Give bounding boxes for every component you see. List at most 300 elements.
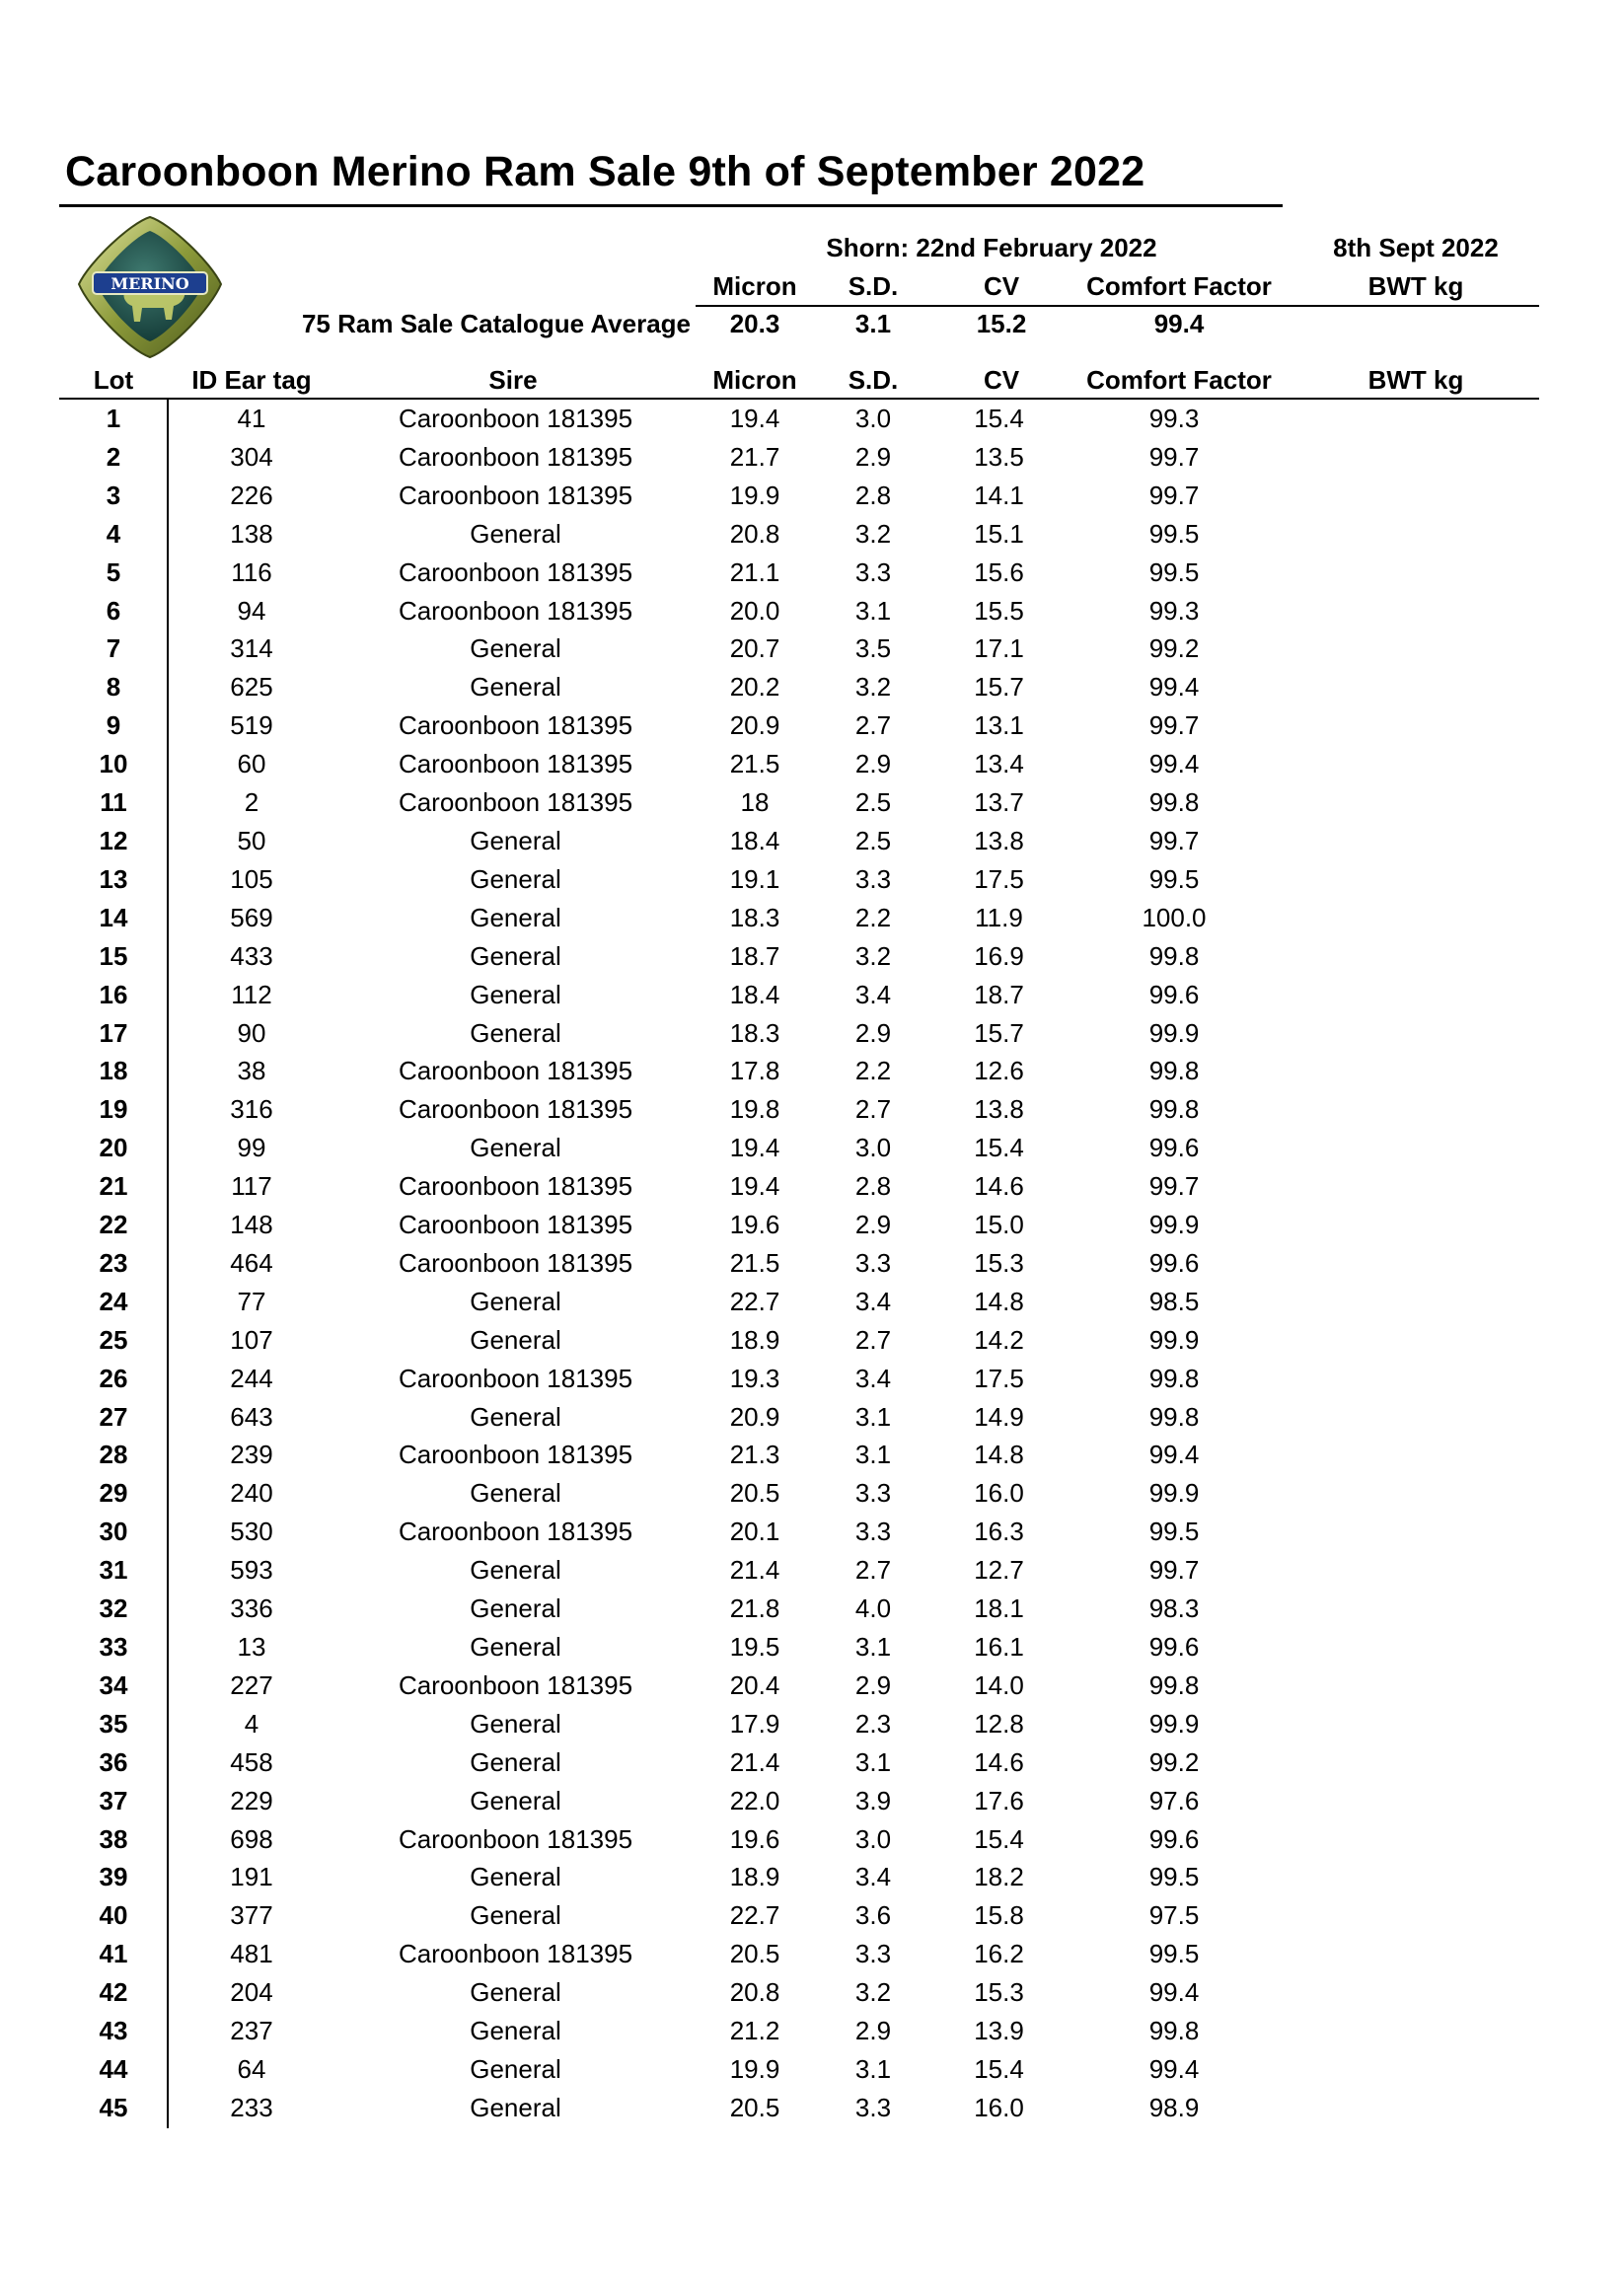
cell-comfort-factor: 99.6 <box>1148 1632 1200 1662</box>
cell-sire: Caroonboon 181395 <box>398 1440 633 1470</box>
cell-sd: 3.1 <box>854 1632 892 1662</box>
cell-ear-tag: 336 <box>230 1593 273 1624</box>
cell-micron: 20.5 <box>729 1939 780 1969</box>
cell-ear-tag: 233 <box>230 2092 273 2122</box>
table-row <box>59 1167 1283 1206</box>
cell-sd: 2.7 <box>854 1094 892 1125</box>
cell-micron: 21.8 <box>729 1593 780 1624</box>
cell-ear-tag: 60 <box>237 749 266 779</box>
cell-ear-tag: 229 <box>230 1785 273 1815</box>
table-row <box>59 1474 1283 1513</box>
cell-ear-tag: 13 <box>237 1632 266 1662</box>
cell-comfort-factor: 99.8 <box>1148 1056 1200 1086</box>
cell-sd: 2.2 <box>854 902 892 932</box>
table-row <box>59 1014 1283 1053</box>
title-underline <box>59 204 1283 207</box>
cell-cv: 15.8 <box>974 1900 1024 1931</box>
table-row <box>59 783 1283 822</box>
cell-lot: 14 <box>99 902 128 932</box>
merino-sheep-logo-icon <box>73 213 227 361</box>
cell-cv: 16.0 <box>974 2092 1024 2122</box>
cell-sd: 3.0 <box>854 1823 892 1854</box>
average-cv: 15.2 <box>976 309 1027 338</box>
cell-sire: General <box>470 1593 561 1624</box>
table-row <box>59 2012 1283 2050</box>
table-row <box>59 2089 1283 2127</box>
cell-micron: 19.1 <box>729 863 780 894</box>
cell-lot: 15 <box>99 940 128 971</box>
cell-ear-tag: 77 <box>237 1286 266 1316</box>
cell-comfort-factor: 99.6 <box>1148 1823 1200 1854</box>
cell-sire: General <box>470 1324 561 1355</box>
cell-sd: 2.8 <box>854 480 892 510</box>
cell-sire: General <box>470 2092 561 2122</box>
cell-comfort-factor: 99.9 <box>1148 1324 1200 1355</box>
cell-lot: 21 <box>99 1171 128 1202</box>
table-row <box>59 1244 1283 1283</box>
cell-comfort-factor: 99.8 <box>1148 1401 1200 1432</box>
logo-text: MERINO <box>111 274 189 293</box>
cell-sd: 2.7 <box>854 710 892 741</box>
cell-micron: 19.5 <box>729 1632 780 1662</box>
cell-micron: 18.4 <box>729 825 780 855</box>
cell-cv: 13.8 <box>974 1094 1024 1125</box>
cell-cv: 13.8 <box>974 825 1024 855</box>
cell-ear-tag: 377 <box>230 1900 273 1931</box>
cell-micron: 21.2 <box>729 2016 780 2046</box>
cell-sd: 2.9 <box>854 749 892 779</box>
cell-sd: 3.0 <box>854 404 892 433</box>
cell-lot: 10 <box>99 749 128 779</box>
cell-sire: General <box>470 1785 561 1815</box>
cell-cv: 13.9 <box>974 2016 1024 2046</box>
cell-sd: 3.2 <box>854 940 892 971</box>
cell-micron: 21.4 <box>729 1555 780 1586</box>
table-row <box>59 860 1283 899</box>
cell-cv: 15.3 <box>974 1977 1024 2008</box>
cell-sd: 3.2 <box>854 1977 892 2008</box>
cell-ear-tag: 41 <box>237 404 266 433</box>
cell-cv: 17.6 <box>974 1785 1024 1815</box>
cell-ear-tag: 530 <box>230 1517 273 1547</box>
cell-sd: 3.4 <box>854 1363 892 1393</box>
cell-lot: 5 <box>106 556 121 587</box>
cell-sire: Caroonboon 181395 <box>398 1056 633 1086</box>
table-row <box>59 1782 1283 1820</box>
cell-comfort-factor: 98.5 <box>1148 1286 1200 1316</box>
ram-table <box>59 400 1283 2127</box>
cell-sd: 3.3 <box>854 2092 892 2122</box>
cell-sd: 3.1 <box>854 595 892 626</box>
cell-micron: 20.0 <box>729 595 780 626</box>
cell-micron: 21.5 <box>729 1247 780 1278</box>
cell-cv: 14.0 <box>974 1669 1024 1700</box>
cell-comfort-factor: 99.2 <box>1148 1746 1200 1777</box>
cell-cv: 15.3 <box>974 1247 1024 1278</box>
cell-cv: 18.2 <box>974 1862 1024 1892</box>
cell-cv: 16.9 <box>974 940 1024 971</box>
cell-sd: 2.7 <box>854 1555 892 1586</box>
cell-comfort-factor: 99.9 <box>1148 1708 1200 1739</box>
cell-micron: 18.3 <box>729 902 780 932</box>
cell-lot: 35 <box>99 1708 128 1739</box>
cell-lot: 11 <box>100 787 127 818</box>
cell-micron: 21.3 <box>729 1440 780 1470</box>
cell-lot: 20 <box>99 1133 128 1163</box>
cell-lot: 7 <box>106 633 121 664</box>
cell-comfort-factor: 99.4 <box>1148 672 1200 703</box>
cell-comfort-factor: 99.8 <box>1148 1094 1200 1125</box>
cell-ear-tag: 643 <box>230 1401 273 1432</box>
cell-cv: 15.4 <box>974 1823 1024 1854</box>
cell-cv: 15.1 <box>974 518 1024 549</box>
cell-cv: 14.8 <box>974 1286 1024 1316</box>
cell-sire: General <box>470 940 561 971</box>
cell-ear-tag: 64 <box>237 2053 266 2084</box>
cell-comfort-factor: 99.7 <box>1148 710 1200 741</box>
cell-sd: 3.1 <box>854 1746 892 1777</box>
cell-micron: 17.9 <box>729 1708 780 1739</box>
cell-comfort-factor: 99.7 <box>1148 441 1200 472</box>
cell-sire: General <box>470 1862 561 1892</box>
table-row <box>59 1551 1283 1590</box>
cell-comfort-factor: 99.9 <box>1148 1210 1200 1240</box>
table-row <box>59 630 1283 668</box>
cell-lot: 39 <box>99 1862 128 1892</box>
table-row <box>59 477 1283 515</box>
cell-lot: 3 <box>106 480 121 510</box>
cell-micron: 19.9 <box>729 480 780 510</box>
cell-comfort-factor: 99.2 <box>1148 633 1200 664</box>
cell-ear-tag: 105 <box>230 863 273 894</box>
cell-lot: 8 <box>106 672 121 703</box>
cell-micron: 18.4 <box>729 979 780 1009</box>
cell-sd: 3.3 <box>854 863 892 894</box>
cell-sd: 2.5 <box>854 825 892 855</box>
cell-sire: Caroonboon 181395 <box>398 404 633 433</box>
cell-sd: 3.3 <box>854 1478 892 1509</box>
cell-sd: 2.7 <box>854 1324 892 1355</box>
cell-comfort-factor: 99.5 <box>1148 1939 1200 1969</box>
cell-lot: 12 <box>99 825 128 855</box>
cell-sire: Caroonboon 181395 <box>398 1363 633 1393</box>
table-row <box>59 1436 1283 1474</box>
cell-comfort-factor: 99.6 <box>1148 979 1200 1009</box>
cell-micron: 19.6 <box>729 1210 780 1240</box>
cell-lot: 18 <box>99 1056 128 1086</box>
cell-comfort-factor: 98.3 <box>1148 1593 1200 1624</box>
column-header-sd: S.D. <box>848 365 899 395</box>
bwt-date: 8th Sept 2022 <box>1333 233 1499 262</box>
cell-ear-tag: 99 <box>237 1133 266 1163</box>
table-row <box>59 1090 1283 1129</box>
cell-sire: General <box>470 633 561 664</box>
cell-sd: 2.9 <box>854 441 892 472</box>
cell-ear-tag: 433 <box>230 940 273 971</box>
cell-comfort-factor: 99.8 <box>1148 1669 1200 1700</box>
table-row <box>59 1321 1283 1360</box>
cell-ear-tag: 204 <box>230 1977 273 2008</box>
cell-comfort-factor: 99.7 <box>1148 825 1200 855</box>
cell-ear-tag: 237 <box>230 2016 273 2046</box>
table-row <box>59 1398 1283 1437</box>
cell-comfort-factor: 99.3 <box>1148 404 1200 433</box>
cell-cv: 15.0 <box>974 1210 1024 1240</box>
cell-micron: 22.7 <box>729 1900 780 1931</box>
table-row <box>59 937 1283 976</box>
cell-lot: 23 <box>99 1247 128 1278</box>
table-row <box>59 1820 1283 1859</box>
cell-cv: 16.1 <box>974 1632 1024 1662</box>
cell-cv: 13.5 <box>974 441 1024 472</box>
table-row <box>59 822 1283 860</box>
cell-micron: 19.4 <box>729 404 780 433</box>
cell-sd: 3.0 <box>854 1133 892 1163</box>
average-comfort: 99.4 <box>1153 309 1205 338</box>
cell-cv: 14.1 <box>974 480 1024 510</box>
cell-sire: General <box>470 518 561 549</box>
table-row <box>59 899 1283 937</box>
cell-sire: General <box>470 825 561 855</box>
table-row <box>59 668 1283 706</box>
cell-cv: 14.8 <box>974 1440 1024 1470</box>
cell-comfort-factor: 99.5 <box>1148 863 1200 894</box>
cell-ear-tag: 316 <box>230 1094 273 1125</box>
cell-lot: 1 <box>106 404 121 433</box>
column-header-tag: ID Ear tag <box>191 365 312 395</box>
cell-cv: 15.7 <box>974 1017 1024 1048</box>
cell-micron: 21.4 <box>729 1746 780 1777</box>
cell-comfort-factor: 99.5 <box>1148 1517 1200 1547</box>
column-header-sire: Sire <box>488 365 538 395</box>
cell-ear-tag: 698 <box>230 1823 273 1854</box>
column-header-micron: Micron <box>712 365 797 395</box>
cell-sd: 2.9 <box>854 1017 892 1048</box>
cell-ear-tag: 464 <box>230 1247 273 1278</box>
table-row <box>59 1206 1283 1244</box>
cell-sire: General <box>470 1900 561 1931</box>
table-row <box>59 1052 1283 1090</box>
cell-lot: 22 <box>99 1210 128 1240</box>
cell-lot: 9 <box>106 710 121 741</box>
cell-micron: 19.9 <box>729 2053 780 2084</box>
cell-comfort-factor: 99.9 <box>1148 1017 1200 1048</box>
cell-micron: 20.4 <box>729 1669 780 1700</box>
cell-ear-tag: 240 <box>230 1478 273 1509</box>
table-row <box>59 1973 1283 2012</box>
cell-comfort-factor: 98.9 <box>1148 2092 1200 2122</box>
cell-cv: 14.6 <box>974 1171 1024 1202</box>
cell-ear-tag: 226 <box>230 480 273 510</box>
cell-lot: 41 <box>99 1939 128 1969</box>
cell-ear-tag: 458 <box>230 1746 273 1777</box>
cell-ear-tag: 107 <box>230 1324 273 1355</box>
cell-lot: 34 <box>99 1669 128 1700</box>
cell-lot: 42 <box>99 1977 128 2008</box>
cell-sd: 3.3 <box>854 1247 892 1278</box>
average-micron: 20.3 <box>729 309 780 338</box>
cell-micron: 22.7 <box>729 1286 780 1316</box>
cell-sire: Caroonboon 181395 <box>398 1247 633 1278</box>
table-row <box>59 745 1283 783</box>
table-row <box>59 438 1283 477</box>
cell-sire: Caroonboon 181395 <box>398 1094 633 1125</box>
cell-cv: 15.4 <box>974 404 1024 433</box>
cell-sire: General <box>470 1017 561 1048</box>
cell-comfort-factor: 99.6 <box>1148 1133 1200 1163</box>
cell-micron: 18 <box>740 787 770 818</box>
cell-micron: 19.8 <box>729 1094 780 1125</box>
cell-micron: 20.7 <box>729 633 780 664</box>
cell-comfort-factor: 99.4 <box>1148 1977 1200 2008</box>
cell-comfort-factor: 99.5 <box>1148 518 1200 549</box>
cell-ear-tag: 314 <box>230 633 273 664</box>
cell-sire: Caroonboon 181395 <box>398 480 633 510</box>
cell-cv: 15.5 <box>974 595 1024 626</box>
cell-lot: 40 <box>99 1900 128 1931</box>
cell-comfort-factor: 99.4 <box>1148 749 1200 779</box>
cell-comfort-factor: 99.8 <box>1148 1363 1200 1393</box>
cell-comfort-factor: 99.8 <box>1148 2016 1200 2046</box>
cell-sd: 3.3 <box>854 1517 892 1547</box>
cell-sd: 2.2 <box>854 1056 892 1086</box>
cell-cv: 17.1 <box>974 633 1024 664</box>
cell-micron: 17.8 <box>729 1056 780 1086</box>
cell-comfort-factor: 97.5 <box>1148 1900 1200 1931</box>
cell-lot: 27 <box>99 1401 128 1432</box>
cell-comfort-factor: 99.5 <box>1148 556 1200 587</box>
cell-ear-tag: 138 <box>230 518 273 549</box>
cell-micron: 18.9 <box>729 1324 780 1355</box>
cell-sire: General <box>470 902 561 932</box>
cell-ear-tag: 625 <box>230 672 273 703</box>
cell-ear-tag: 2 <box>244 787 259 818</box>
cell-cv: 15.7 <box>974 672 1024 703</box>
cell-lot: 6 <box>106 595 121 626</box>
cell-micron: 20.8 <box>729 518 780 549</box>
cell-cv: 12.7 <box>974 1555 1024 1586</box>
table-row <box>59 1513 1283 1551</box>
cell-ear-tag: 481 <box>230 1939 273 1969</box>
cell-comfort-factor: 99.5 <box>1148 1862 1200 1892</box>
cell-sire: General <box>470 1286 561 1316</box>
cell-ear-tag: 90 <box>237 1017 266 1048</box>
cell-cv: 17.5 <box>974 863 1024 894</box>
cell-comfort-factor: 97.6 <box>1148 1785 1200 1815</box>
cell-lot: 17 <box>99 1017 128 1048</box>
cell-sire: Caroonboon 181395 <box>398 595 633 626</box>
cell-cv: 17.5 <box>974 1363 1024 1393</box>
cell-sire: Caroonboon 181395 <box>398 787 633 818</box>
cell-lot: 36 <box>99 1746 128 1777</box>
table-row <box>59 1896 1283 1935</box>
cell-sire: Caroonboon 181395 <box>398 1823 633 1854</box>
cell-sire: General <box>470 979 561 1009</box>
cell-sd: 2.5 <box>854 787 892 818</box>
cell-comfort-factor: 99.9 <box>1148 1478 1200 1509</box>
cell-sd: 3.1 <box>854 2053 892 2084</box>
cell-lot: 45 <box>99 2092 128 2122</box>
average-label: 75 Ram Sale Catalogue Average <box>301 309 691 338</box>
cell-lot: 26 <box>99 1363 128 1393</box>
cell-comfort-factor: 99.7 <box>1148 480 1200 510</box>
page-title: Caroonboon Merino Ram Sale 9th of September 2022 <box>65 148 1145 195</box>
cell-ear-tag: 4 <box>244 1708 259 1739</box>
table-row <box>59 1590 1283 1628</box>
table-row <box>59 1935 1283 1973</box>
cell-sire: General <box>470 2053 561 2084</box>
cell-ear-tag: 116 <box>231 556 272 587</box>
cell-sd: 3.1 <box>854 1401 892 1432</box>
cell-sire: General <box>470 1708 561 1739</box>
cell-lot: 13 <box>99 863 128 894</box>
cell-ear-tag: 148 <box>230 1210 273 1240</box>
cell-sd: 3.2 <box>854 518 892 549</box>
cell-cv: 12.6 <box>974 1056 1024 1086</box>
cell-sire: Caroonboon 181395 <box>398 710 633 741</box>
cell-comfort-factor: 99.4 <box>1148 2053 1200 2084</box>
cell-lot: 24 <box>99 1286 128 1316</box>
cell-sire: General <box>470 1977 561 2008</box>
column-header-bwt: BWT kg <box>1367 365 1464 395</box>
cell-comfort-factor: 99.6 <box>1148 1247 1200 1278</box>
cell-ear-tag: 112 <box>231 979 272 1009</box>
table-row <box>59 1129 1283 1167</box>
cell-micron: 18.9 <box>729 1862 780 1892</box>
cell-sd: 3.3 <box>854 556 892 587</box>
cell-cv: 18.7 <box>974 979 1024 1009</box>
cell-lot: 32 <box>99 1593 128 1624</box>
cell-sire: General <box>470 1632 561 1662</box>
cell-sd: 3.4 <box>854 979 892 1009</box>
cell-cv: 13.7 <box>974 787 1024 818</box>
cell-sire: General <box>470 672 561 703</box>
summary-header-rule <box>696 305 1539 307</box>
cell-micron: 19.4 <box>729 1171 780 1202</box>
cell-ear-tag: 94 <box>237 595 266 626</box>
cell-sd: 3.4 <box>854 1286 892 1316</box>
cell-sd: 2.3 <box>854 1708 892 1739</box>
cell-sire: General <box>470 1746 561 1777</box>
cell-sd: 2.9 <box>854 2016 892 2046</box>
table-row <box>59 1743 1283 1782</box>
cell-lot: 28 <box>99 1440 128 1470</box>
cell-sd: 3.4 <box>854 1862 892 1892</box>
column-header-lot: Lot <box>93 365 134 395</box>
cell-cv: 16.0 <box>974 1478 1024 1509</box>
ram-table-body <box>59 400 1283 2127</box>
cell-cv: 15.4 <box>974 2053 1024 2084</box>
table-row <box>59 515 1283 554</box>
column-header-cv: CV <box>983 365 1020 395</box>
table-row <box>59 1360 1283 1398</box>
cell-sd: 4.0 <box>854 1593 892 1624</box>
cell-micron: 22.0 <box>729 1785 780 1815</box>
cell-cv: 18.1 <box>974 1593 1024 1624</box>
cell-sire: Caroonboon 181395 <box>398 1210 633 1240</box>
cell-micron: 21.5 <box>729 749 780 779</box>
cell-micron: 21.7 <box>729 441 780 472</box>
cell-sire: Caroonboon 181395 <box>398 1171 633 1202</box>
summary-header-cv: CV <box>983 271 1020 301</box>
summary-header-micron: Micron <box>712 271 797 301</box>
cell-micron: 19.6 <box>729 1823 780 1854</box>
cell-sire: General <box>470 1401 561 1432</box>
cell-lot: 16 <box>99 979 128 1009</box>
cell-ear-tag: 117 <box>231 1171 272 1202</box>
cell-comfort-factor: 99.4 <box>1148 1440 1200 1470</box>
cell-micron: 19.3 <box>729 1363 780 1393</box>
